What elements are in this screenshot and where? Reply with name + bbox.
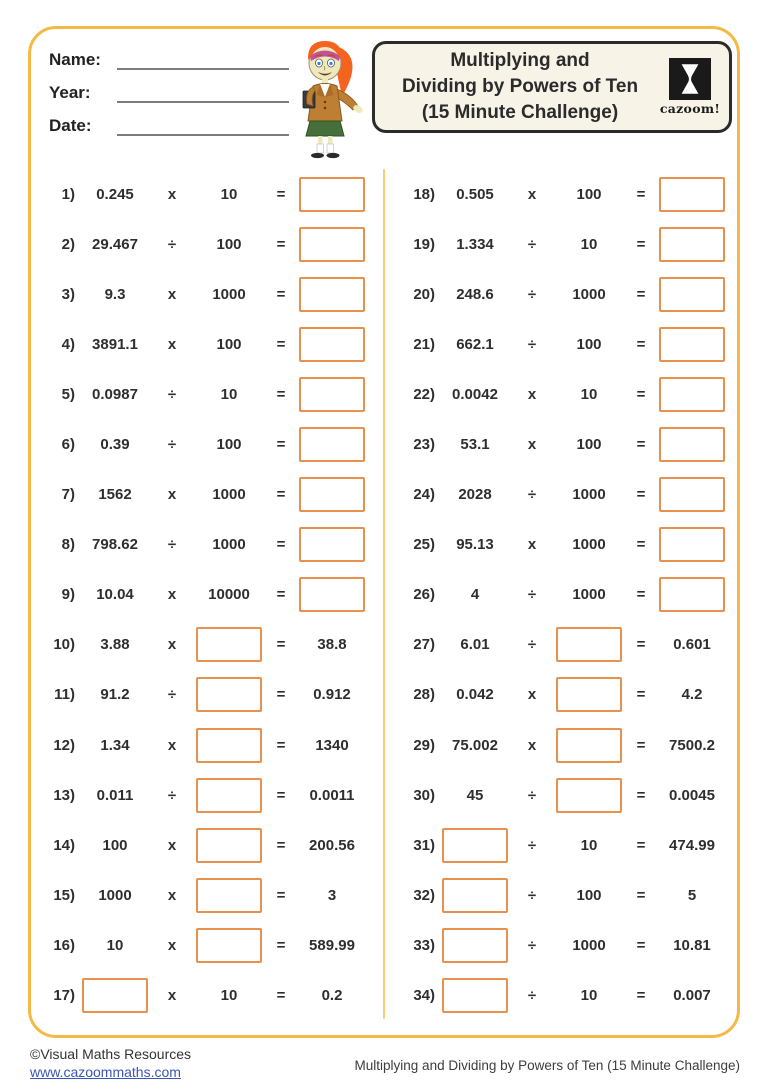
answer-box[interactable]	[556, 728, 622, 763]
cazoom-logo	[659, 58, 721, 116]
operand-b: 100	[576, 886, 602, 904]
blank-cell	[435, 828, 515, 863]
result-value: 474.99	[669, 836, 715, 854]
problem-number: 34)	[413, 987, 435, 1005]
problems-column-right	[399, 169, 731, 1021]
equals-sign: =	[636, 586, 646, 604]
operand-b: 1000	[572, 536, 606, 554]
operator: ÷	[167, 385, 177, 403]
equals-sign: =	[636, 335, 646, 353]
answer-box[interactable]	[659, 427, 725, 462]
operand-a: 1.34	[100, 736, 130, 754]
equals-sign: =	[276, 836, 286, 854]
problem-number: 10)	[53, 636, 75, 654]
problem-number: 19)	[413, 235, 435, 253]
answer-box[interactable]	[299, 177, 365, 212]
blank-cell	[653, 227, 731, 262]
equals-sign: =	[276, 436, 286, 454]
problem-number: 31)	[413, 836, 435, 854]
problem-number: 30)	[413, 786, 435, 804]
operand-b: 1000	[212, 486, 246, 504]
operand-b: 100	[576, 185, 602, 203]
operand-a: 0.011	[96, 786, 134, 804]
result-value: 0.2	[321, 987, 343, 1005]
problem-row	[39, 169, 371, 219]
operand-a: 1000	[98, 886, 132, 904]
problem-number: 25)	[413, 536, 435, 554]
problem-number: 22)	[413, 385, 435, 403]
operand-b: 1000	[572, 936, 606, 954]
blank-cell	[75, 978, 155, 1013]
result-value: 10.81	[673, 936, 711, 954]
answer-box[interactable]	[659, 327, 725, 362]
blank-cell	[293, 477, 371, 512]
result-value: 0.912	[313, 686, 351, 704]
equals-sign: =	[636, 185, 646, 203]
problem-row	[39, 770, 371, 820]
operand-a: 662.1	[456, 335, 494, 353]
result-value: 1340	[315, 736, 349, 754]
equals-sign: =	[276, 486, 286, 504]
problem-row	[399, 770, 731, 820]
operator: ÷	[167, 536, 177, 554]
operator: ÷	[527, 586, 537, 604]
operator: x	[167, 936, 177, 954]
problem-row	[399, 720, 731, 770]
student-character-illustration	[281, 29, 373, 159]
blank-cell	[189, 677, 269, 712]
result-value: 4.2	[681, 686, 703, 704]
cazoom-logo-text: cazoom!	[659, 101, 721, 116]
operator: x	[527, 536, 537, 554]
blank-cell	[653, 477, 731, 512]
equals-sign: =	[276, 185, 286, 203]
operand-a: 3.88	[100, 636, 130, 654]
operator: x	[527, 686, 537, 704]
problem-row	[39, 419, 371, 469]
operand-a: 75.002	[452, 736, 498, 754]
equals-sign: =	[636, 786, 646, 804]
operator: x	[167, 486, 177, 504]
equals-sign: =	[276, 235, 286, 253]
blank-cell	[435, 928, 515, 963]
answer-box[interactable]	[556, 677, 622, 712]
problem-row	[399, 971, 731, 1021]
operand-a: 9.3	[104, 285, 126, 303]
blank-cell	[435, 978, 515, 1013]
operand-a: 1.334	[456, 235, 494, 253]
problem-number: 26)	[413, 586, 435, 604]
operand-a: 0.245	[96, 185, 134, 203]
operand-b: 1000	[212, 536, 246, 554]
answer-box[interactable]	[196, 928, 262, 963]
problem-row	[399, 470, 731, 520]
operator: ÷	[527, 235, 537, 253]
operand-a: 0.39	[100, 436, 130, 454]
answer-box[interactable]	[442, 878, 508, 913]
problem-row	[39, 920, 371, 970]
name-field	[49, 49, 289, 70]
result-value: 0.601	[673, 636, 711, 654]
answer-box[interactable]	[442, 928, 508, 963]
operand-b: 10	[580, 836, 598, 854]
problem-number: 15)	[53, 886, 75, 904]
operand-b: 10	[580, 385, 598, 403]
result-value: 200.56	[309, 836, 355, 854]
problem-number: 21)	[413, 335, 435, 353]
name-line[interactable]	[117, 52, 289, 70]
operator: ÷	[527, 486, 537, 504]
answer-box[interactable]	[659, 527, 725, 562]
blank-cell	[653, 527, 731, 562]
problem-number: 9)	[61, 586, 75, 604]
problem-row	[39, 219, 371, 269]
operand-a: 798.62	[92, 536, 138, 554]
blank-cell	[293, 277, 371, 312]
operator: ÷	[527, 987, 537, 1005]
problem-row	[399, 520, 731, 570]
answer-box[interactable]	[659, 477, 725, 512]
operand-b: 100	[576, 335, 602, 353]
operand-a: 95.13	[456, 536, 494, 554]
operand-a: 10.04	[96, 586, 134, 604]
operator: ÷	[527, 936, 537, 954]
equals-sign: =	[276, 736, 286, 754]
problem-row	[39, 369, 371, 419]
blank-cell	[293, 577, 371, 612]
operand-a: 29.467	[92, 235, 138, 253]
answer-box[interactable]	[659, 377, 725, 412]
title-line-1: Multiplying and	[450, 50, 590, 71]
operator: ÷	[527, 285, 537, 303]
problem-number: 13)	[53, 786, 75, 804]
equals-sign: =	[276, 886, 286, 904]
problem-number: 12)	[53, 736, 75, 754]
blank-cell	[653, 427, 731, 462]
worksheet-title	[381, 48, 659, 126]
problem-number: 23)	[413, 436, 435, 454]
operand-a: 45	[466, 786, 484, 804]
result-value: 589.99	[309, 936, 355, 954]
student-info-fields	[49, 49, 289, 148]
worksheet-border	[28, 26, 740, 1038]
blank-cell	[549, 627, 629, 662]
operator: x	[527, 385, 537, 403]
result-value: 0.007	[673, 987, 711, 1005]
answer-box[interactable]	[299, 427, 365, 462]
operator: x	[527, 436, 537, 454]
equals-sign: =	[276, 285, 286, 303]
equals-sign: =	[636, 285, 646, 303]
operand-a: 2028	[458, 486, 492, 504]
operand-a: 10	[106, 936, 124, 954]
blank-cell	[293, 227, 371, 262]
problem-number: 8)	[61, 536, 75, 554]
operand-b: 10000	[208, 586, 250, 604]
answer-box[interactable]	[299, 227, 365, 262]
operator: x	[167, 836, 177, 854]
problem-row	[39, 971, 371, 1021]
problem-row	[39, 870, 371, 920]
answer-box[interactable]	[299, 577, 365, 612]
operator: x	[527, 185, 537, 203]
answer-box[interactable]	[659, 277, 725, 312]
problem-number: 6)	[61, 436, 75, 454]
operand-b: 1000	[572, 586, 606, 604]
blank-cell	[293, 377, 371, 412]
result-value: 5	[687, 886, 697, 904]
problem-row	[399, 920, 731, 970]
equals-sign: =	[636, 235, 646, 253]
operator: ÷	[527, 786, 537, 804]
problem-number: 17)	[53, 987, 75, 1005]
operand-a: 100	[102, 836, 128, 854]
problem-number: 2)	[61, 235, 75, 253]
footer-attribution	[30, 1046, 191, 1080]
operand-b: 10	[220, 185, 238, 203]
answer-box[interactable]	[196, 778, 262, 813]
operand-b: 1000	[572, 486, 606, 504]
date-line[interactable]	[117, 118, 289, 136]
operand-a: 91.2	[100, 686, 130, 704]
problem-number: 4)	[61, 335, 75, 353]
title-line-3: (15 Minute Challenge)	[421, 102, 619, 123]
answer-box[interactable]	[196, 677, 262, 712]
answer-box[interactable]	[196, 627, 262, 662]
result-value: 0.0045	[669, 786, 715, 804]
blank-cell	[189, 728, 269, 763]
answer-box[interactable]	[299, 327, 365, 362]
problem-row	[39, 820, 371, 870]
problem-row	[399, 319, 731, 369]
problem-row	[399, 820, 731, 870]
blank-cell	[293, 427, 371, 462]
problem-number: 1)	[61, 185, 75, 203]
problem-row	[399, 620, 731, 670]
operator: ÷	[167, 686, 177, 704]
problem-number: 3)	[61, 285, 75, 303]
problem-row	[39, 319, 371, 369]
operator: x	[527, 736, 537, 754]
year-field	[49, 82, 289, 103]
operand-b: 10	[220, 385, 238, 403]
result-value: 3	[327, 886, 337, 904]
result-value: 38.8	[317, 636, 347, 654]
date-label: Date:	[49, 116, 92, 135]
equals-sign: =	[636, 987, 646, 1005]
operand-b: 100	[216, 436, 242, 454]
problem-number: 11)	[54, 686, 75, 704]
blank-cell	[293, 177, 371, 212]
operator: x	[167, 586, 177, 604]
equals-sign: =	[636, 536, 646, 554]
problem-number: 7)	[61, 486, 75, 504]
year-label: Year:	[49, 83, 91, 102]
result-value: 7500.2	[669, 736, 715, 754]
equals-sign: =	[636, 385, 646, 403]
problem-number: 33)	[413, 936, 435, 954]
operand-b: 10	[580, 987, 598, 1005]
problem-row	[39, 269, 371, 319]
problems-column-left	[39, 169, 371, 1021]
equals-sign: =	[636, 836, 646, 854]
blank-cell	[189, 828, 269, 863]
blank-cell	[293, 327, 371, 362]
blank-cell	[653, 327, 731, 362]
operator: x	[167, 886, 177, 904]
problem-number: 24)	[413, 486, 435, 504]
blank-cell	[549, 728, 629, 763]
operand-a: 0.042	[456, 686, 494, 704]
date-field	[49, 115, 289, 136]
answer-box[interactable]	[556, 778, 622, 813]
answer-box[interactable]	[299, 277, 365, 312]
equals-sign: =	[276, 786, 286, 804]
operand-a: 0.0987	[92, 385, 138, 403]
footer-copyright: ©Visual Maths Resources	[30, 1046, 192, 1062]
problem-row	[39, 670, 371, 720]
operand-a: 53.1	[460, 436, 490, 454]
problem-row	[399, 870, 731, 920]
blank-cell	[189, 878, 269, 913]
problem-number: 5)	[61, 385, 75, 403]
problem-row	[399, 219, 731, 269]
operand-b: 1000	[572, 285, 606, 303]
operand-b: 100	[576, 436, 602, 454]
answer-box[interactable]	[556, 627, 622, 662]
problem-number: 20)	[413, 285, 435, 303]
blank-cell	[189, 928, 269, 963]
blank-cell	[189, 627, 269, 662]
blank-cell	[293, 527, 371, 562]
operator: x	[167, 636, 177, 654]
problem-number: 27)	[413, 636, 435, 654]
answer-box[interactable]	[299, 377, 365, 412]
operator: ÷	[527, 335, 537, 353]
operand-a: 0.0042	[452, 385, 498, 403]
problem-number: 32)	[413, 886, 435, 904]
column-divider	[383, 169, 385, 1019]
problem-row	[39, 620, 371, 670]
footer-worksheet-title: Multiplying and Dividing by Powers of Ten (15 Minute Challenge)	[354, 1058, 740, 1073]
problem-row	[399, 419, 731, 469]
worksheet-title-box	[372, 41, 732, 133]
problem-row	[39, 570, 371, 620]
result-value: 0.0011	[309, 786, 355, 804]
answer-box[interactable]	[299, 527, 365, 562]
problem-number: 18)	[413, 185, 435, 203]
problem-row	[399, 169, 731, 219]
year-line[interactable]	[117, 85, 289, 103]
problem-number: 28)	[413, 686, 435, 704]
operand-a: 1562	[98, 486, 132, 504]
problem-row	[399, 269, 731, 319]
operator: x	[167, 335, 177, 353]
operator: ÷	[167, 436, 177, 454]
equals-sign: =	[276, 987, 286, 1005]
problem-number: 16)	[53, 936, 75, 954]
blank-cell	[549, 677, 629, 712]
blank-cell	[435, 878, 515, 913]
answer-box[interactable]	[196, 728, 262, 763]
operand-a: 4	[470, 586, 480, 604]
equals-sign: =	[636, 736, 646, 754]
operator: ÷	[167, 786, 177, 804]
operator: ÷	[167, 235, 177, 253]
answer-box[interactable]	[659, 227, 725, 262]
problem-row	[399, 570, 731, 620]
equals-sign: =	[636, 486, 646, 504]
operand-b: 10	[580, 235, 598, 253]
answer-box[interactable]	[659, 177, 725, 212]
answer-box[interactable]	[442, 978, 508, 1013]
answer-box[interactable]	[442, 828, 508, 863]
footer-website-link[interactable]: www.cazoommaths.com	[30, 1064, 181, 1080]
equals-sign: =	[636, 886, 646, 904]
blank-cell	[653, 177, 731, 212]
equals-sign: =	[276, 636, 286, 654]
operator: ÷	[527, 636, 537, 654]
operand-b: 10	[220, 987, 238, 1005]
operand-b: 100	[216, 335, 242, 353]
problem-number: 14)	[53, 836, 75, 854]
operator: x	[167, 185, 177, 203]
operand-a: 3891.1	[92, 335, 138, 353]
equals-sign: =	[276, 936, 286, 954]
problem-row	[39, 720, 371, 770]
equals-sign: =	[636, 936, 646, 954]
cazoom-logo-icon	[669, 58, 711, 100]
title-line-2: Dividing by Powers of Ten	[401, 76, 639, 97]
answer-box[interactable]	[82, 978, 148, 1013]
operator: x	[167, 736, 177, 754]
problem-row	[399, 670, 731, 720]
operator: ÷	[527, 886, 537, 904]
problem-row	[399, 369, 731, 419]
problem-row	[39, 470, 371, 520]
problem-number: 29)	[413, 736, 435, 754]
equals-sign: =	[276, 586, 286, 604]
equals-sign: =	[636, 436, 646, 454]
answer-box[interactable]	[299, 477, 365, 512]
answer-box[interactable]	[196, 828, 262, 863]
equals-sign: =	[276, 686, 286, 704]
equals-sign: =	[276, 335, 286, 353]
blank-cell	[549, 778, 629, 813]
operator: x	[167, 987, 177, 1005]
operand-a: 0.505	[456, 185, 494, 203]
equals-sign: =	[636, 636, 646, 654]
operand-a: 6.01	[460, 636, 490, 654]
operand-a: 248.6	[456, 285, 494, 303]
problem-row	[39, 520, 371, 570]
operator: x	[167, 285, 177, 303]
operand-b: 100	[216, 235, 242, 253]
operand-b: 1000	[212, 285, 246, 303]
name-label: Name:	[49, 50, 101, 69]
equals-sign: =	[276, 536, 286, 554]
blank-cell	[653, 277, 731, 312]
answer-box[interactable]	[196, 878, 262, 913]
equals-sign: =	[636, 686, 646, 704]
blank-cell	[653, 577, 731, 612]
blank-cell	[189, 778, 269, 813]
operator: ÷	[527, 836, 537, 854]
answer-box[interactable]	[659, 577, 725, 612]
equals-sign: =	[276, 385, 286, 403]
blank-cell	[653, 377, 731, 412]
